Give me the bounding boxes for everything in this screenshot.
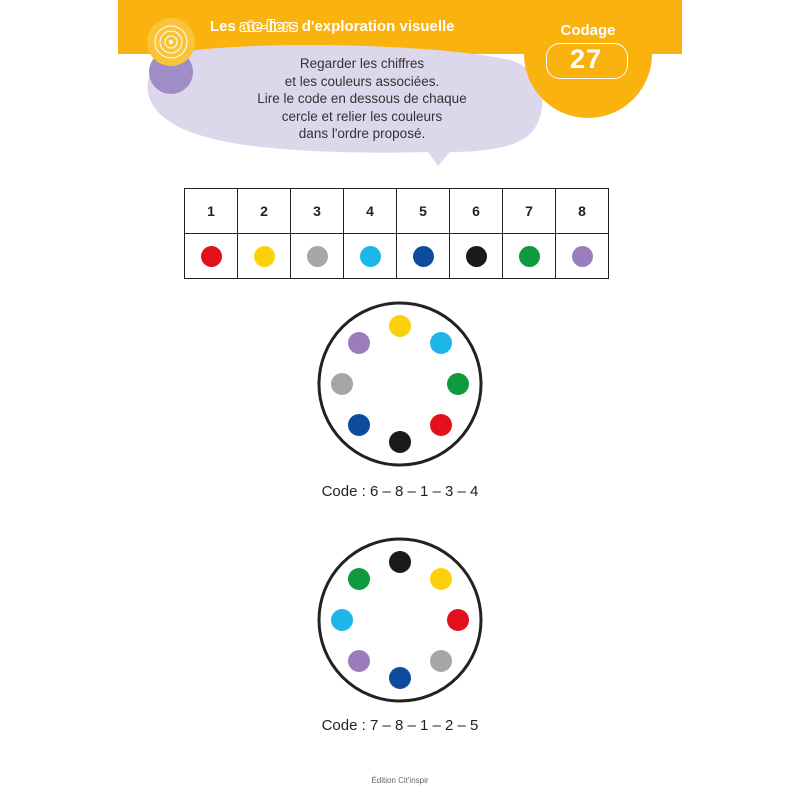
legend-numbers-row [185,189,609,234]
puzzle-color-dot[interactable] [348,650,370,672]
legend-number: 5 [397,189,450,234]
legend-color-dot [519,246,540,267]
puzzle-code-1: Code : 6 – 8 – 1 – 3 – 4 [321,483,479,500]
instruction-line: cercle et relier les couleurs [281,108,443,124]
puzzle-color-dot[interactable] [348,332,370,354]
legend-colors-row [185,234,609,279]
puzzle-color-dot[interactable] [389,315,411,337]
instruction-line: Lire le code en dessous de chaque [257,91,467,106]
legend-number: 6 [450,189,503,234]
puzzle-code-2: Code : 7 – 8 – 1 – 2 – 5 [321,717,479,734]
puzzle-color-dot[interactable] [447,609,469,631]
legend-color-dot [572,246,593,267]
legend-color-cell [185,234,238,279]
instruction-line: dans l'ordre proposé. [298,126,426,141]
legend-color-cell [397,234,450,279]
badge-label: Codage [560,22,616,39]
puzzle-color-dot[interactable] [447,373,469,395]
puzzle-circle-2 [316,536,484,704]
legend-color-dot [413,246,434,267]
puzzle-color-dot[interactable] [331,373,353,395]
legend-number: 3 [291,189,344,234]
puzzle-color-dot[interactable] [430,414,452,436]
legend-number: 4 [344,189,397,234]
puzzle-circle-1 [316,300,484,468]
puzzle-color-dot[interactable] [331,609,353,631]
legend-color-dot [254,246,275,267]
legend-color-dot [466,246,487,267]
title-highlight: ate-liers [240,18,298,35]
puzzle-color-dot[interactable] [430,650,452,672]
legend-number: 2 [238,189,291,234]
legend-color-dot [201,246,222,267]
puzzle-color-dot[interactable] [389,551,411,573]
title-suffix: d'exploration visuelle [297,18,455,35]
badge-number: 27 [569,44,603,74]
legend-color-cell [238,234,291,279]
legend-color-cell [344,234,397,279]
legend-number: 8 [556,189,609,234]
instructions-text [232,55,492,143]
puzzle-color-dot[interactable] [389,667,411,689]
legend-color-cell [556,234,609,279]
legend-color-cell [291,234,344,279]
instruction-line: Regarder les chiffres [299,56,425,71]
puzzle-color-dot[interactable] [348,568,370,590]
legend-color-cell [503,234,556,279]
header-title [210,18,455,35]
legend-color-dot [360,246,381,267]
puzzle-color-dot[interactable] [389,431,411,453]
ateliers-logo-icon [144,14,198,96]
title-prefix: Les [210,18,241,35]
instruction-line: et les couleurs associées. [284,73,440,89]
legend-color-dot [307,246,328,267]
color-legend-table [184,188,609,279]
legend-number: 1 [185,189,238,234]
puzzle-color-dot[interactable] [430,568,452,590]
legend-number: 7 [503,189,556,234]
puzzle-color-dot[interactable] [430,332,452,354]
puzzle-color-dot[interactable] [348,414,370,436]
legend-color-cell [450,234,503,279]
footer-publisher: Édition Cit'inspir [371,776,429,785]
